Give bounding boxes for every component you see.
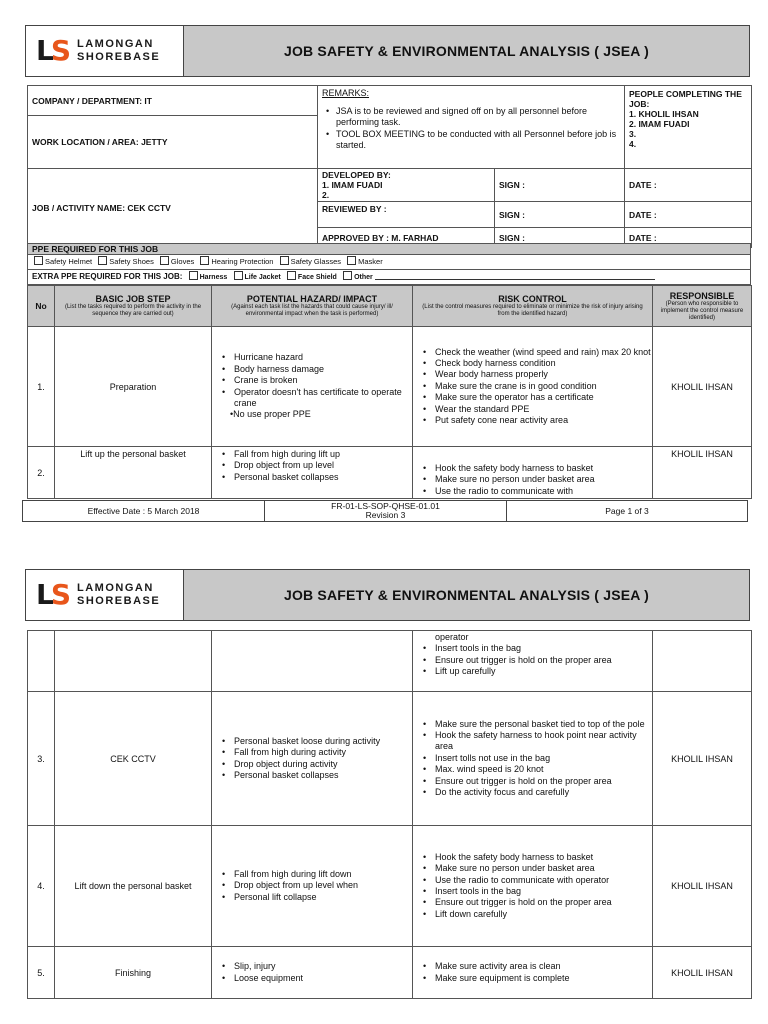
page-footer	[22, 500, 748, 522]
job-step: Lift down the personal basket	[55, 826, 212, 947]
checkbox[interactable]	[34, 256, 43, 265]
responsible: KHOLIL IHSAN	[653, 327, 752, 447]
hazard-list	[212, 352, 412, 409]
checkbox[interactable]	[189, 271, 198, 280]
people-item: 4.	[629, 139, 637, 149]
other-line	[375, 271, 655, 280]
logo-letter-s: S	[50, 578, 72, 611]
hazard-item: • Fall from high during lift up	[212, 449, 412, 460]
people-item: 3.	[629, 129, 637, 139]
table-row	[28, 692, 752, 826]
people-item: 1. KHOLIL IHSAN	[629, 109, 699, 119]
hazard-cell	[212, 826, 413, 947]
sign-field: SIGN :	[495, 169, 625, 202]
control-item: • Wear body harness properly	[413, 369, 652, 380]
hazard-item: • Personal basket collapses	[212, 770, 412, 781]
control-item: • Make sure no person under basket area	[413, 474, 652, 485]
control-cell	[413, 447, 653, 499]
remarks-list	[322, 106, 620, 152]
logo-line1: LAMONGAN	[77, 582, 154, 594]
row-number: 2.	[28, 447, 55, 499]
ppe-item: Masker	[358, 257, 383, 266]
control-item: • Lift down carefully	[413, 909, 652, 920]
hazard-item: • Crane is broken	[212, 375, 412, 386]
control-list	[413, 463, 652, 497]
row-number: 4.	[28, 826, 55, 947]
control-item: • Max. wind speed is 20 knot	[413, 764, 652, 775]
hazard-item: • Personal basket loose during activity	[212, 736, 412, 747]
logo-line2: SHOREBASE	[77, 595, 161, 607]
work-location: WORK LOCATION / AREA: JETTY	[28, 116, 318, 169]
people-label: PEOPLE COMPLETING THE JOB:	[629, 89, 742, 109]
control-item-continued: operator	[435, 632, 469, 642]
control-list	[413, 719, 652, 799]
ppe-checklist	[27, 255, 751, 270]
remarks-item: • JSA is to be reviewed and signed off on by all personnel before performing task.	[322, 106, 620, 129]
control-item: • Put safety cone near activity area	[413, 415, 652, 426]
hazard-item: • Drop object during activity	[212, 759, 412, 770]
col-resp-sub: (Person who responsible to implement the control measure identified)	[660, 300, 744, 321]
control-item: • Insert tools in the bag	[413, 643, 652, 654]
job-step: Finishing	[55, 947, 212, 999]
checkbox[interactable]	[287, 271, 296, 280]
table-row-continued	[28, 631, 752, 692]
col-hazard	[212, 286, 413, 327]
control-item: • Wear the standard PPE	[413, 404, 652, 415]
col-resp-title: RESPONSIBLE	[669, 290, 735, 301]
control-item: • Insert tools in the bag	[413, 886, 652, 897]
job-activity-name: JOB / ACTIVITY NAME: CEK CCTV	[28, 169, 318, 248]
remarks-cell	[318, 86, 625, 169]
checkbox[interactable]	[98, 256, 107, 265]
responsible: KHOLIL IHSAN	[653, 447, 752, 499]
developed-label: DEVELOPED BY:	[322, 170, 391, 180]
control-item: • Ensure out trigger is hold on the proper area	[413, 776, 652, 787]
info-table	[27, 85, 752, 248]
control-cell	[413, 826, 653, 947]
document-title: JOB SAFETY & ENVIRONMENTAL ANALYSIS ( JSEA )	[184, 570, 749, 620]
hazard-list	[212, 869, 412, 903]
extra-ppe-item: Life Jacket	[244, 274, 281, 281]
checkbox[interactable]	[343, 271, 352, 280]
extra-ppe-item: Face Shield	[297, 274, 337, 281]
company-logo	[26, 570, 184, 620]
reviewed-by: REVIEWED BY :	[318, 202, 495, 228]
date-field: DATE :	[625, 169, 752, 202]
checkbox[interactable]	[234, 271, 243, 280]
control-item: • Make sure activity area is clean	[413, 961, 652, 972]
col-control	[413, 286, 653, 327]
control-cell	[413, 631, 653, 692]
row-number: 3.	[28, 692, 55, 826]
col-control-sub: (List the control measures required to eliminate or minimize the risk of injury arising from the identified hazard)	[422, 304, 643, 317]
col-step	[55, 286, 212, 327]
sign-field: SIGN :	[495, 228, 625, 248]
control-list	[413, 347, 652, 427]
control-list	[413, 852, 652, 920]
logo-line2: SHOREBASE	[77, 51, 161, 63]
hazard-list	[212, 449, 412, 483]
ls-logo-mark	[36, 34, 72, 67]
hazard-item: • Personal basket collapses	[212, 472, 412, 483]
doc-number-cell	[265, 501, 507, 521]
control-item: • Make sure the crane is in good condition	[413, 381, 652, 392]
ppe-item: Gloves	[170, 257, 195, 266]
checkbox[interactable]	[280, 256, 289, 265]
hazard-cell	[212, 692, 413, 826]
developed-by-cell	[318, 169, 495, 202]
responsible: KHOLIL IHSAN	[653, 947, 752, 999]
control-item: • Use the radio to communicate with	[413, 486, 652, 497]
control-item: • Make sure the personal basket tied to top of the pole	[413, 719, 652, 730]
hazard-item: • Hurricane hazard	[212, 352, 412, 363]
control-item: • Make sure equipment is complete	[413, 973, 652, 984]
extra-ppe-label: EXTRA PPE REQUIRED FOR THIS JOB:	[32, 272, 183, 281]
job-step: Lift up the personal basket	[55, 447, 212, 499]
hazard-item: • Slip, injury	[212, 961, 412, 972]
remarks-label: REMARKS:	[322, 88, 370, 98]
table-row	[28, 947, 752, 999]
hazard-item: • Fall from high during lift down	[212, 869, 412, 880]
developed-line2: 2.	[322, 190, 330, 200]
hazard-item: • Loose equipment	[212, 973, 412, 984]
ppe-title: PPE REQUIRED FOR THIS JOB	[27, 243, 751, 255]
logo-letter-l: L	[36, 34, 54, 67]
responsible: KHOLIL IHSAN	[653, 826, 752, 947]
hazard-list	[212, 736, 412, 782]
jsea-table-page1	[27, 285, 752, 499]
col-step-sub: (List the tasks required to perform the activity in the sequence they are carried out)	[64, 304, 202, 317]
hazard-cell	[212, 327, 413, 447]
row-number	[28, 631, 55, 692]
checkbox[interactable]	[160, 256, 169, 265]
control-list	[413, 961, 652, 984]
document-title: JOB SAFETY & ENVIRONMENTAL ANALYSIS ( JSEA )	[184, 26, 749, 76]
control-item: • Hook the safety body harness to basket	[413, 463, 652, 474]
date-field: DATE :	[625, 202, 752, 228]
control-item: • Make sure no person under basket area	[413, 863, 652, 874]
logo-text	[77, 582, 160, 608]
sign-field: SIGN :	[495, 202, 625, 228]
row-number: 5.	[28, 947, 55, 999]
ppe-item: Safety Shoes	[109, 257, 154, 266]
page2-header	[25, 569, 750, 621]
control-item: • Do the activity focus and carefully	[413, 787, 652, 798]
logo-line1: LAMONGAN	[77, 38, 154, 50]
table-header-row	[28, 286, 752, 327]
control-item: • Lift up carefully	[413, 666, 652, 677]
hazard-item: • Personal lift collapse	[212, 892, 412, 903]
hazard-extra: •No use proper PPE	[230, 409, 311, 420]
job-step: Preparation	[55, 327, 212, 447]
col-hazard-title: POTENTIAL HAZARD/ IMPACT	[246, 294, 378, 304]
ppe-item: Safety Glasses	[290, 257, 342, 266]
control-cell	[413, 692, 653, 826]
extra-ppe-item: Other	[354, 274, 373, 281]
hazard-cell	[212, 631, 413, 692]
responsible	[653, 631, 752, 692]
effective-date: Effective Date : 5 March 2018	[23, 501, 265, 521]
control-item: • Ensure out trigger is hold on the proper area	[413, 655, 652, 666]
logo-letter-l: L	[36, 578, 54, 611]
hazard-cell	[212, 447, 413, 499]
col-no: No	[28, 286, 55, 327]
ppe-item: Hearing Protection	[211, 257, 274, 266]
extra-ppe-row	[27, 270, 751, 285]
revision: Revision 3	[365, 510, 406, 520]
control-cell	[413, 947, 653, 999]
control-item: • Check the weather (wind speed and rain) max 20 knot	[413, 347, 652, 358]
checkbox[interactable]	[347, 256, 356, 265]
checkbox[interactable]	[200, 256, 209, 265]
hazard-cell	[212, 947, 413, 999]
col-resp	[653, 286, 752, 327]
page-number: Page 1 of 3	[605, 506, 649, 516]
hazard-extra-text: No use proper PPE	[233, 409, 311, 420]
col-step-title: BASIC JOB STEP	[95, 294, 171, 304]
control-item: • Hook the safety harness to hook point near activity area	[413, 730, 652, 753]
hazard-list	[212, 961, 412, 984]
company-department: COMPANY / DEPARTMENT: IT	[28, 86, 318, 116]
col-hazard-sub: (Against each task list the hazards that could cause injury/ ill/ environmental impact when the task is performed)	[231, 304, 393, 317]
extra-ppe-item: Harness	[199, 274, 228, 281]
control-item: • Check body harness condition	[413, 358, 652, 369]
control-list	[413, 643, 652, 677]
hazard-item: • Operator doesn't has certificate to operate crane	[212, 387, 412, 410]
job-step	[55, 631, 212, 692]
control-item: • Make sure the operator has a certificate	[413, 392, 652, 403]
hazard-item: • Fall from high during activity	[212, 747, 412, 758]
table-row	[28, 447, 752, 499]
date-field: DATE :	[625, 228, 752, 248]
people-cell	[625, 86, 752, 169]
table-row	[28, 327, 752, 447]
people-item: 2. IMAM FUADI	[629, 119, 690, 129]
doc-number: FR-01-LS-SOP-QHSE-01.01	[331, 501, 440, 511]
remarks-item: • TOOL BOX MEETING to be conducted with all Personnel before job is started.	[322, 129, 620, 152]
col-control-title: RISK CONTROL	[498, 294, 567, 304]
control-item: • Use the radio to communicate with operator	[413, 875, 652, 886]
job-step: CEK CCTV	[55, 692, 212, 826]
control-item: • Insert tolls not use in the bag	[413, 753, 652, 764]
control-item: • Hook the safety body harness to basket	[413, 852, 652, 863]
control-cell	[413, 327, 653, 447]
developed-line1: 1. IMAM FUADI	[322, 180, 383, 190]
approved-by: APPROVED BY : M. FARHAD	[318, 228, 495, 248]
row-number: 1.	[28, 327, 55, 447]
company-logo	[26, 26, 184, 76]
control-item: • Ensure out trigger is hold on the proper area	[413, 897, 652, 908]
hazard-item: • Drop object from up level when	[212, 880, 412, 891]
hazard-item: • Drop object from up level	[212, 460, 412, 471]
table-row	[28, 826, 752, 947]
jsea-table-page2	[27, 630, 752, 999]
hazard-item: • Body harness damage	[212, 364, 412, 375]
logo-letter-s: S	[50, 34, 72, 67]
ppe-item: Safety Helmet	[45, 257, 93, 266]
page1-header	[25, 25, 750, 77]
responsible: KHOLIL IHSAN	[653, 692, 752, 826]
logo-text	[77, 38, 160, 64]
ls-logo-mark	[36, 578, 72, 611]
